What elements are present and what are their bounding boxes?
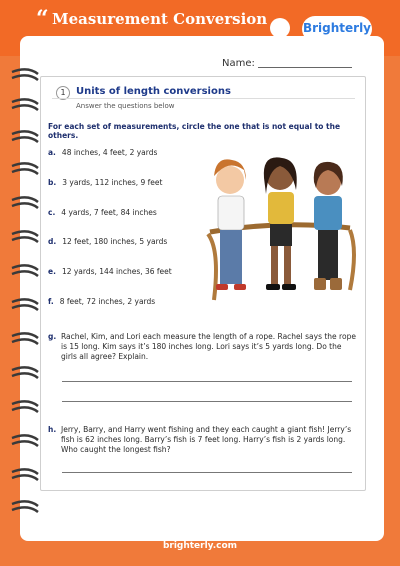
word-problem-g bbox=[48, 332, 358, 362]
name-field[interactable] bbox=[258, 67, 352, 68]
question-label: c. bbox=[48, 208, 56, 217]
quote-icon: “ bbox=[36, 6, 49, 32]
section-subtitle: Answer the questions below bbox=[76, 102, 175, 110]
answer-line[interactable] bbox=[62, 472, 352, 473]
section-number: 1 bbox=[56, 86, 70, 100]
question-text[interactable]: 8 feet, 72 inches, 2 yards bbox=[59, 297, 156, 306]
answer-line[interactable] bbox=[62, 381, 352, 382]
logo-text: Brighterly bbox=[302, 21, 372, 35]
question-label: d. bbox=[48, 237, 57, 246]
instruction-text: For each set of measurements, circle the one that is not equal to the others. bbox=[48, 122, 341, 140]
spiral-ring-icon bbox=[12, 69, 38, 512]
answer-line[interactable] bbox=[62, 401, 352, 402]
question-label: g. bbox=[48, 332, 57, 341]
question-d bbox=[48, 237, 167, 246]
question-e bbox=[48, 267, 172, 276]
question-text[interactable]: 12 yards, 144 inches, 36 feet bbox=[61, 267, 172, 276]
question-text[interactable]: 3 yards, 112 inches, 9 feet bbox=[62, 178, 163, 187]
page-title: Measurement Conversion bbox=[52, 10, 268, 28]
question-text[interactable]: 12 feet, 180 inches, 5 yards bbox=[62, 237, 168, 246]
circle-badge bbox=[270, 18, 290, 38]
question-label: h. bbox=[48, 425, 57, 434]
question-text[interactable]: 48 inches, 4 feet, 2 yards bbox=[61, 148, 158, 157]
question-text: Rachel, Kim, and Lori each measure the length of a rope. Rachel says the rope is 15 long. Kim says it’s 180 inches long. Lori says it’s 5 yards long. Do the girls all agree? Explain. bbox=[61, 332, 356, 361]
question-label: a. bbox=[48, 148, 56, 157]
question-label: e. bbox=[48, 267, 56, 276]
name-label: Name: bbox=[222, 58, 255, 69]
question-c bbox=[48, 208, 157, 217]
section-divider bbox=[52, 98, 355, 99]
question-label: b. bbox=[48, 178, 57, 187]
question-a bbox=[48, 148, 157, 157]
question-b bbox=[48, 178, 162, 187]
word-problem-h bbox=[48, 425, 358, 455]
girls-rope-illustration bbox=[200, 150, 360, 310]
footer-site[interactable]: brighterly.com bbox=[162, 541, 238, 551]
question-f bbox=[48, 297, 155, 306]
question-text[interactable]: 4 yards, 7 feet, 84 inches bbox=[61, 208, 157, 217]
question-label: f. bbox=[48, 297, 54, 306]
question-text: Jerry, Barry, and Harry went fishing and they each caught a giant fish! Jerry’s fish is 62 inches long. Barry’s fish is 7 feet long. Harry’s fish is 2 yards long. Who caught the longest fish? bbox=[61, 425, 352, 454]
spiral-binding bbox=[0, 0, 44, 566]
section-title: Units of length conversions bbox=[76, 86, 231, 97]
